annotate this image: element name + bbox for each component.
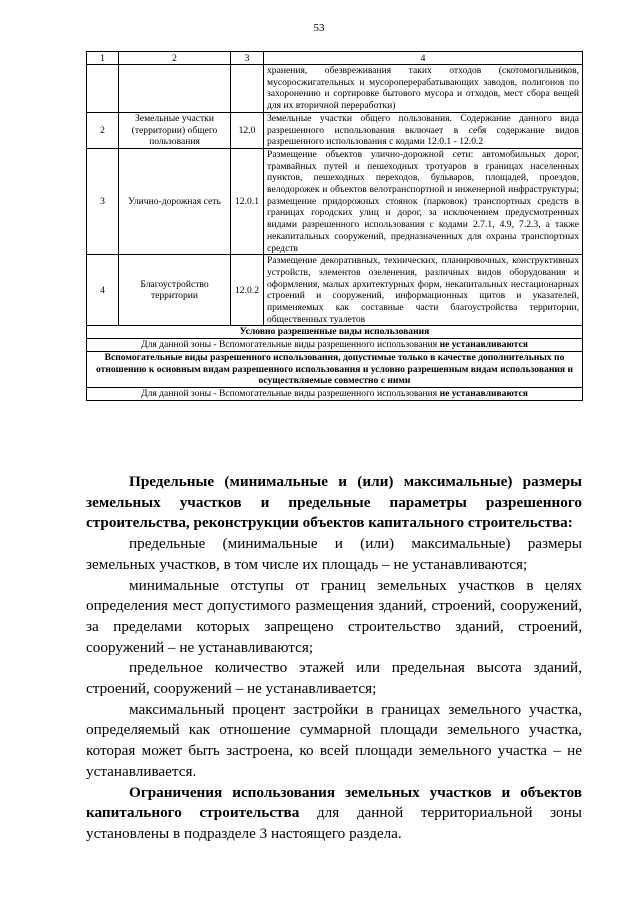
table-row <box>87 387 583 400</box>
table-row <box>87 148 583 254</box>
land-use-table <box>86 51 583 401</box>
note-text: Для данной зоны - Вспомогательные виды разрешенного использования <box>141 387 438 399</box>
conditional-uses-note <box>87 339 583 352</box>
note-emphasis: не устанавливаются <box>439 339 528 351</box>
table-cell-description: Земельные участки общего пользования. Содержание данного вида разрешенного использования включает в себя содержание видов разрешенного использования с кодами 12.0.1 - 12.0.2 <box>264 112 583 148</box>
table-header-row <box>87 52 583 65</box>
paragraph: предельные (минимальные и (или) максимальные) размеры земельных участков, в том числе их площадь – не устанавливаются; <box>86 535 582 573</box>
table-row <box>87 255 583 326</box>
table-row <box>87 65 583 113</box>
table-cell-code: 12.0.1 <box>231 148 264 254</box>
restrictions-emphasis: Ограничения использования земельных участков и объектов капитального строительства <box>86 783 582 822</box>
table-cell-number: 3 <box>87 148 119 254</box>
paragraph: минимальные отступы от границ земельных участков в целях определения мест допустимого размещения зданий, строений, сооружений, за пределами которых запрещено строительство зданий, строений, сооружений – не устанавливаются; <box>86 576 582 656</box>
table-row <box>87 112 583 148</box>
parameters-heading: Предельные (минимальные и (или) максимальные) размеры земельных участков и предельные параметры разрешенного строительства, реконструкции объектов капитального строительства: <box>86 473 582 532</box>
column-header: 1 <box>87 52 119 65</box>
table-row <box>87 339 583 352</box>
note-emphasis: не устанавливаются <box>439 387 528 399</box>
table-cell-number: 4 <box>87 255 119 326</box>
table-cell-description: хранения, обезвреживания таких отходов (скотомогильников, мусоросжигательных и мусороперерабатывающих заводов, полигонов по захоронению и сортировке бытового мусора и отходов, мест сбора вещей для их вторичной переработки) <box>264 65 583 113</box>
body-text <box>86 472 582 845</box>
table-cell-name: Благоустройство территории <box>119 255 231 326</box>
auxiliary-uses-heading: Вспомогательные виды разрешенного использования, допустимые только в качестве дополнительных по отношению к основным видам разрешенного использования и условно разрешенным видам использования и осуществляемые совместно с ними <box>87 351 583 387</box>
restrictions-paragraph <box>86 783 582 845</box>
table-cell-empty <box>119 65 231 113</box>
table-cell-description: Размещение декоративных, технических, планировочных, конструктивных устройств, элементов озеленения, различных видов оборудования и оформления, малых архитектурных форм, некапитальных нестационарных строений и сооружений, информационных щитов и указателей, применяемых как составные части благоустройства территории, общественных туалетов <box>264 255 583 326</box>
restrictions-text: для данной территориальной зоны установлены в подразделе 3 настоящего раздела. <box>86 804 582 842</box>
conditional-uses-heading: Условно разрешенные виды использования <box>87 326 583 339</box>
table-row <box>87 351 583 387</box>
auxiliary-uses-note <box>87 387 583 400</box>
column-header: 2 <box>119 52 231 65</box>
table-row <box>87 326 583 339</box>
table-cell-number: 2 <box>87 112 119 148</box>
column-header: 3 <box>231 52 264 65</box>
table-cell-empty <box>87 65 119 113</box>
paragraph: максимальный процент застройки в границах земельного участка, определяемый как отношение суммарной площади земельного участка, которая может быть застроена, ко всей площади земельного участка – не устанавливается. <box>86 700 582 780</box>
table-cell-code: 12.0.2 <box>231 255 264 326</box>
note-text: Для данной зоны - Вспомогательные виды разрешенного использования <box>141 339 438 351</box>
column-header: 4 <box>264 52 583 65</box>
table-cell-name: Улично-дорожная сеть <box>119 148 231 254</box>
table-cell-name: Земельные участки (территории) общего пользования <box>119 112 231 148</box>
table-cell-empty <box>231 65 264 113</box>
page-number: 53 <box>313 22 325 34</box>
table-cell-description: Размещение объектов улично-дорожной сети: автомобильных дорог, трамвайных путей и пешеходных тротуаров в границах населенных пунктов, пешеходных переходов, бульваров, площадей, проездов, велодорожек и объектов велотранспортной и инженерной инфраструктуры; размещение придорожных стоянок (парковок) транспортных средств в границах городских улиц и дорог, за исключением предусмотренных видами разрешенного использования с кодами 2.7.1, 4.9, 7.2.3, а также некапитальных сооружений, предназначенных для охраны транспортных средств <box>264 148 583 254</box>
table-cell-code: 12.0 <box>231 112 264 148</box>
paragraph: предельное количество этажей или предельная высота зданий, строений, сооружений – не устанавливается; <box>86 659 582 698</box>
